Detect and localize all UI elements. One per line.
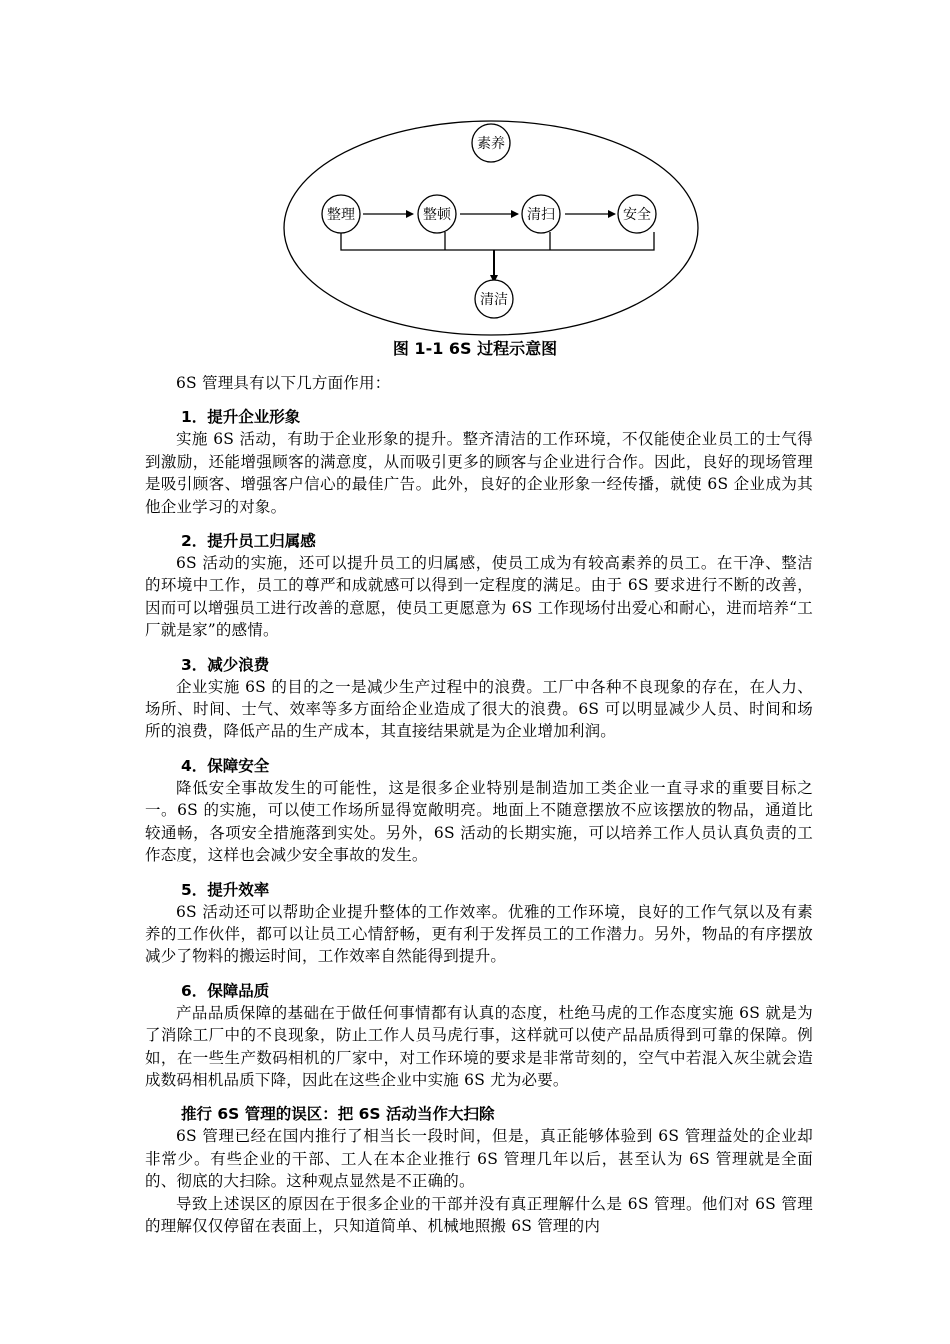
document-body xyxy=(145,372,813,1249)
connector-bracket xyxy=(341,232,654,250)
node-3-label: 清扫 xyxy=(527,207,555,223)
section-paragraph: 产品品质保障的基础在于做任何事情都有认真的态度，杜绝马虎的工作态度实施 6S 就是为了消除工厂中的不良现象，防止工作人员马虎行事，这样就可以使产品品质得到可靠的保障。例如，在一些生产数码相机的厂家中，对工作环境的要求是非常苛刻的，空气中若混入灰尘就会造成数码相机品质下降，因此在这些企业中实施 6S 尤为必要。 xyxy=(145,1003,813,1089)
section-heading: 2．提升员工归属感 xyxy=(181,532,316,551)
section-heading: 4．保障安全 xyxy=(181,756,270,775)
section-3 xyxy=(145,654,813,743)
section-2 xyxy=(145,530,813,642)
section-paragraph: 6S 管理已经在国内推行了相当长一段时间，但是，真正能够体验到 6S 管理益处的企业却非常少。有些企业的干部、工人在本企业推行 6S 管理几年以后，甚至认为 6S 管理就是全面的、彻底的大扫除。这种观点显然是不正确的。 xyxy=(145,1127,813,1191)
6s-process-diagram xyxy=(0,0,950,340)
section-paragraph: 6S 活动的实施，还可以提升员工的归属感，使员工成为有较高素养的员工。在干净、整洁的环境中工作，员工的尊严和成就感可以得到一定程度的满足。由于 6S 要求进行不断的改善，因而可以增强员工进行改善的意愿，使员工更愿意为 6S 工作现场付出爱心和耐心，进而培养“工厂就是家”的感情。 xyxy=(145,554,813,640)
section-6 xyxy=(145,980,813,1092)
section-misconception xyxy=(145,1103,813,1237)
node-bottom xyxy=(475,280,513,318)
node-3 xyxy=(522,195,560,233)
section-1 xyxy=(145,406,813,518)
section-4 xyxy=(145,755,813,867)
section-paragraph: 导致上述误区的原因在于很多企业的干部并没有真正理解什么是 6S 管理。他们对 6S 管理的理解仅仅停留在表面上，只知道简单、机械地照搬 6S 管理的内 xyxy=(145,1194,813,1235)
node-1 xyxy=(322,195,360,233)
node-2 xyxy=(418,195,456,233)
section-paragraph: 实施 6S 活动，有助于企业形象的提升。整齐清洁的工作环境，不仅能使企业员工的士气得到激励，还能增强顾客的满意度，从而吸引更多的顾客与企业进行合作。因此，良好的现场管理是吸引顾客、增强客户信心的最佳广告。此外，良好的企业形象一经传播，就使 6S 企业成为其他企业学习的对象。 xyxy=(145,430,813,516)
section-paragraph: 企业实施 6S 的目的之一是减少生产过程中的浪费。工厂中各种不良现象的存在，在人力、场所、时间、士气、效率等多方面给企业造成了很大的浪费。6S 可以明显减少人员、时间和场所的浪费，降低产品的生产成本，其直接结果就是为企业增加利润。 xyxy=(145,677,813,741)
section-heading: 5．提升效率 xyxy=(181,880,270,899)
section-5 xyxy=(145,879,813,968)
intro-text: 6S 管理具有以下几方面作用： xyxy=(176,374,391,392)
node-top xyxy=(472,124,510,162)
section-paragraph: 6S 活动还可以帮助企业提升整体的工作效率。优雅的工作环境，良好的工作气氛以及有素养的工作伙伴，都可以让员工心情舒畅，更有利于发挥员工的工作潜力。另外，物品的有序摆放减少了物料的搬运时间，工作效率自然能得到提升。 xyxy=(145,902,813,966)
section-heading: 推行 6S 管理的误区：把 6S 活动当作大扫除 xyxy=(181,1105,495,1124)
section-paragraph: 降低安全事故发生的可能性，这是很多企业特别是制造加工类企业一直寻求的重要目标之一。6S 的实施，可以使工作场所显得宽敞明亮。地面上不随意摆放不应该摆放的物品，通道比较通畅，各项安全措施落到实处。另外，6S 活动的长期实施，可以培养工作人员认真负责的工作态度，这样也会减少安全事故的发生。 xyxy=(145,778,813,865)
section-heading: 3．减少浪费 xyxy=(181,655,270,674)
node-4-label: 安全 xyxy=(623,207,651,223)
node-2-label: 整顿 xyxy=(423,207,451,223)
section-heading: 6．保障品质 xyxy=(181,981,270,1000)
figure-caption: 图 1-1 6S 过程示意图 xyxy=(392,339,558,358)
node-1-label: 整理 xyxy=(327,207,355,223)
node-top-label: 素养 xyxy=(477,136,505,152)
section-heading: 1．提升企业形象 xyxy=(181,408,301,427)
node-bottom-label: 清洁 xyxy=(480,292,508,308)
node-4 xyxy=(618,195,656,233)
